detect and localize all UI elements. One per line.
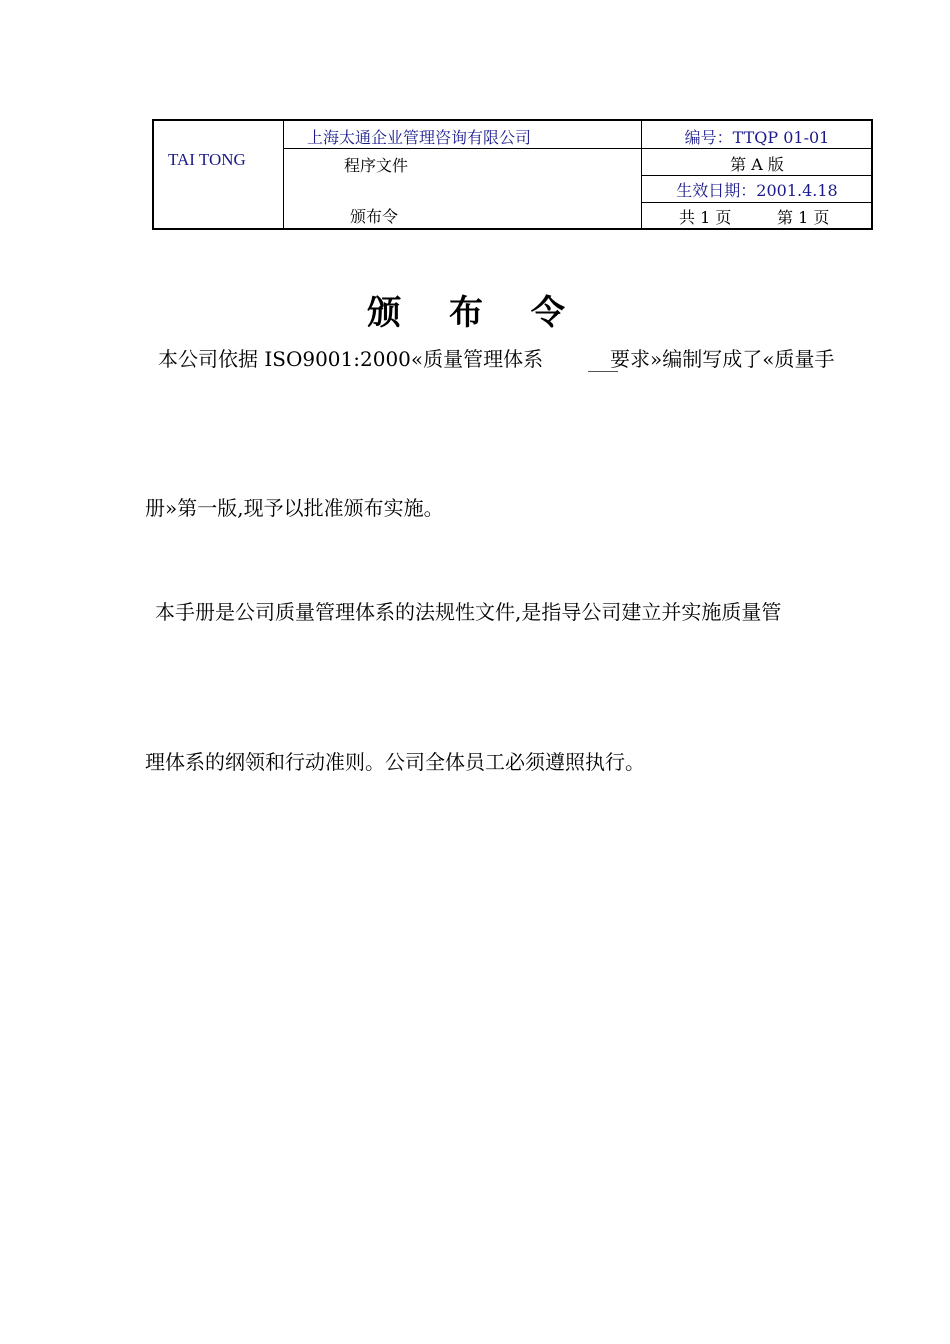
paragraph-2-line-2: 理体系的纲领和行动准则。公司全体员工必须遵照执行。 — [145, 750, 645, 774]
underline-mark — [588, 371, 618, 372]
effective-date: 生效日期：2001.4.18 — [676, 181, 838, 200]
document-type: 程序文件 — [344, 156, 409, 175]
paragraph-1-line-1b: 要求»编制写成了«质量手 — [610, 347, 835, 371]
paragraph-1-line-2: 册»第一版,现予以批准颁布实施。 — [145, 496, 444, 520]
document-header-table — [152, 119, 873, 230]
company-logo-text: TAI TONG — [168, 150, 246, 169]
paragraph-2-line-1: 本手册是公司质量管理体系的法规性文件,是指导公司建立并实施质量管 — [155, 600, 782, 624]
divider — [283, 148, 873, 149]
document-name: 颁布令 — [350, 207, 399, 226]
document-number: 编号：TTQP 01-01 — [684, 128, 830, 147]
divider — [283, 121, 284, 228]
total-pages: 共 1 页 — [679, 208, 732, 227]
page-title: 颁 布 令 — [367, 293, 583, 333]
divider — [641, 175, 873, 176]
divider — [641, 202, 873, 203]
page-number: 第 1 页 — [777, 208, 830, 227]
company-name: 上海太通企业管理咨询有限公司 — [307, 128, 532, 147]
edition: 第 A 版 — [730, 155, 784, 174]
paragraph-1-line-1a: 本公司依据 ISO9001:2000«质量管理体系 — [158, 347, 544, 371]
